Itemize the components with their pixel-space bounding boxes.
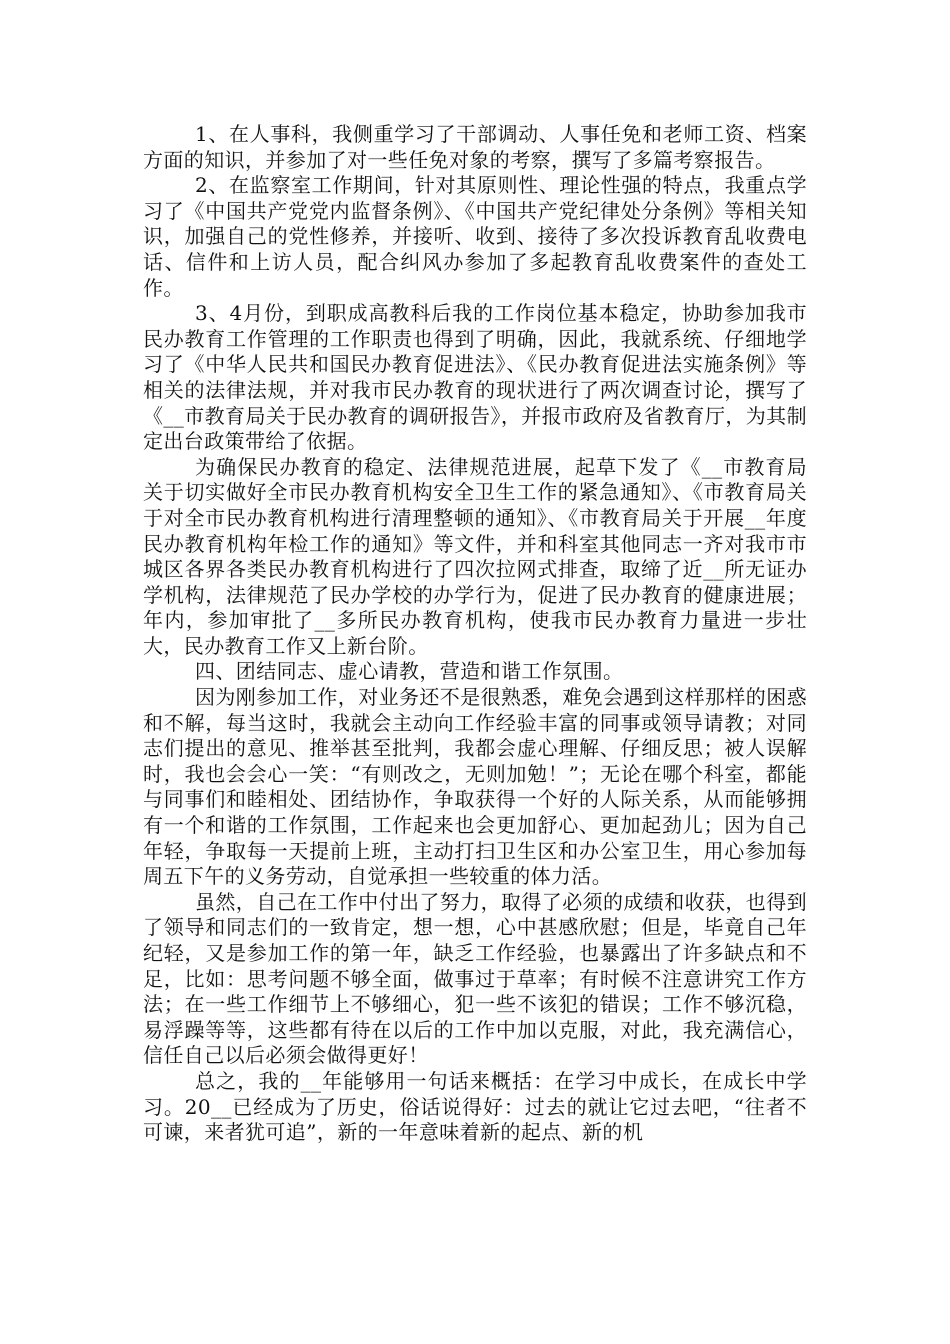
paragraph-supervision-office: 2、在监察室工作期间，针对其原则性、理论性强的特点，我重点学习了《中国共产党党内监督条例》、《中国共产党纪律处分条例》等相关知识，加强自己的党性修养，并接听、收到、接待了多次投诉教育乱收费电话、信件和上访人员，配合纠风办参加了多起教育乱收费案件的查处工作。 [143, 173, 807, 300]
paragraph-summary: 总之，我的__年能够用一句话来概括：在学习中成长，在成长中学习。20__已经成为了历史，俗话说得好：过去的就让它过去吧，“往者不可谏，来者犹可追”，新的一年意味着新的起点、新的机 [143, 1068, 807, 1145]
paragraph-personnel-section: 1、在人事科，我侧重学习了干部调动、人事任免和老师工资、档案方面的知识，并参加了对一些任免对象的考察，撰写了多篇考察报告。 [143, 122, 807, 172]
paragraph-shortcomings: 虽然，自己在工作中付出了努力，取得了必须的成绩和收获，也得到了领导和同志们的一致肯定，想一想，心中甚感欣慰；但是，毕竟自己年纪轻，又是参加工作的第一年，缺乏工作经验，也暴露出了许多缺点和不足，比如：思考问题不够全面，做事过于草率；有时候不注意讲究工作方法；在一些工作细节上不够细心，犯一些不该犯的错误；工作不够沉稳，易浮躁等等，这些都有待在以后的工作中加以克服，对此，我充满信心，信任自己以后必须会做得更好！ [143, 889, 807, 1068]
paragraph-colleagues: 因为刚参加工作，对业务还不是很熟悉，难免会遇到这样那样的困惑和不解，每当这时，我就会主动向工作经验丰富的同事或领导请教；对同志们提出的意见、推举甚至批判，我都会虚心理解、仔细反思；被人误解时，我也会会心一笑：“有则改之，无则加勉！”；无论在哪个科室，都能与同事们和睦相处、团结协作，争取获得一个好的人际关系，从而能够拥有一个和谐的工作氛围，工作起来也会更加舒心、更加起劲儿；因为自己年轻，争取每一天提前上班，主动打扫卫生区和办公室卫生，用心参加每周五下午的义务劳动，自觉承担一些较重的体力活。 [143, 685, 807, 889]
document-body [143, 122, 807, 1146]
paragraph-vocational-education: 3、4月份，到职成高教科后我的工作岗位基本稳定，协助参加我市民办教育工作管理的工作职责也得到了明确，因此，我就系统、仔细地学习了《中华人民共和国民办教育促进法》、《民办教育促进法实施条例》等相关的法律法规，并对我市民办教育的现状进行了两次调查讨论，撰写了《__市教育局关于民办教育的调研报告》，并报市政府及省教育厅，为其制定出台政策带给了依据。 [143, 301, 807, 454]
paragraph-private-education-regulation: 为确保民办教育的稳定、法律规范进展，起草下发了《__市教育局关于切实做好全市民办教育机构安全卫生工作的紧急通知》、《市教育局关于对全市民办教育机构进行清理整顿的通知》、《市教育局关于开展__年度民办教育机构年检工作的通知》等文件，并和科室其他同志一齐对我市市城区各界各类民办教育机构进行了四次拉网式排查，取缔了近__所无证办学机构，法律规范了民办学校的办学行为，促进了民办教育的健康进展；年内，参加审批了__多所民办教育机构，使我市民办教育力量进一步壮大，民办教育工作又上新台阶。 [143, 454, 807, 658]
section-heading-unity: 四、团结同志、虚心请教，营造和谐工作氛围。 [195, 659, 624, 684]
